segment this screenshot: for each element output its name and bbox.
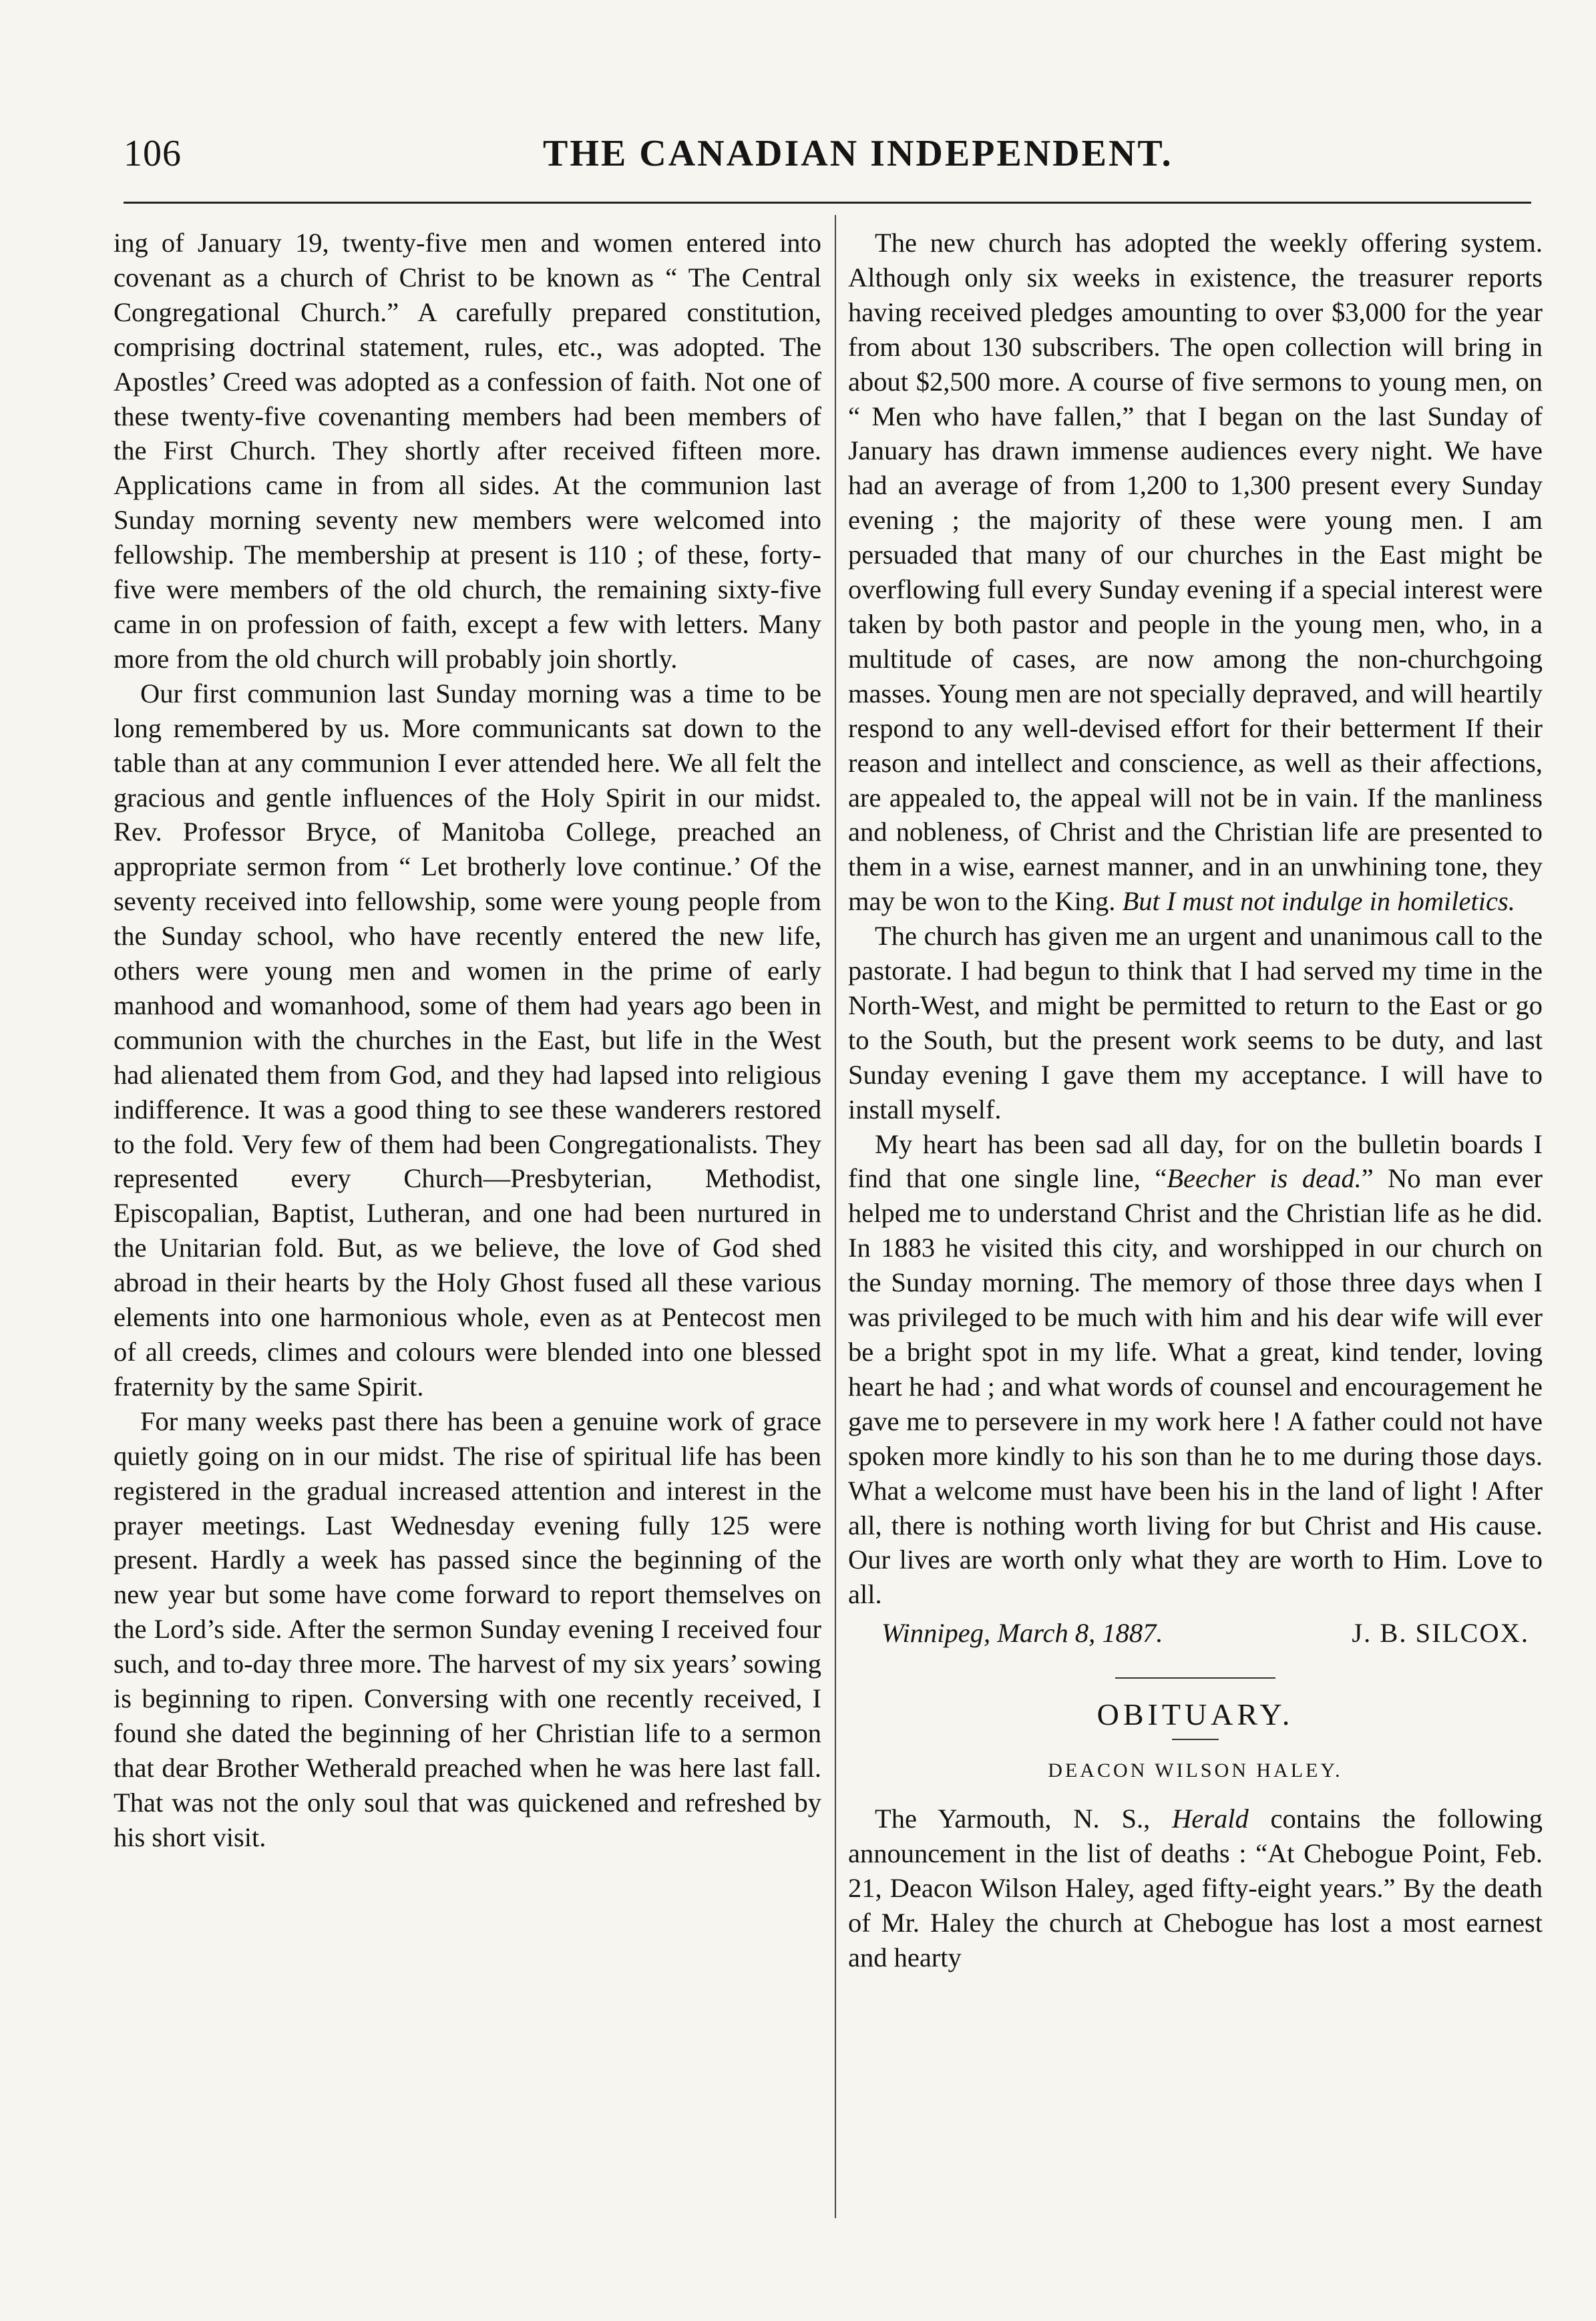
beecher-quote: Beecher is dead.	[1167, 1163, 1362, 1194]
letter-signoff	[848, 1612, 1543, 1651]
page-number: 106	[124, 133, 182, 174]
beecher-text-a: My heart has been sad all day, for on the bulletin boards I find that one single line, “	[848, 1128, 1543, 1194]
obituary-heading: OBITUARY.	[1096, 1697, 1294, 1732]
beecher-text-b: ” No man ever helped me to understand Christ and the Christian life as he did. In 1883 he visited this city, and worshipped in our church on the Sunday morning. The memory of those three days when I was privileged to be much with him and his dear wife will ever be a bright spot in my life. What a great, kind tender, loving heart he had ; and what words of counsel and encouragement he gave me to persevere in my work here ! A father could not have spoken more kindly to his son than he to me during those days. What a welcome must have been his in the land of light ! After all, there is nothing worth living for but Christ and His cause. Our lives are worth only what they are worth to Him. Love to all.	[848, 1163, 1543, 1610]
signoff-author: J. B. SILCOX.	[1352, 1618, 1529, 1649]
herald-title: Herald	[1171, 1804, 1249, 1834]
obituary-rule	[1172, 1739, 1219, 1740]
obituary-subheading: DEACON WILSON HALEY.	[1048, 1759, 1343, 1782]
signoff-place-date: Winnipeg, March 8, 1887.	[881, 1618, 1163, 1649]
paragraph-covenant: ing of January 19, twenty-five men and women entered into covenant as a church of Christ to be known as “ The Central Congregational Church.” A carefully prepared constitution, comprising doctrinal statement, rules, etc., was adopted. The Apostles’ Creed was adopted as a confession of faith. Not one of these twenty-five covenanting members had been members of the First Church. They shortly after received fifteen more. Applications came in from all sides. At the communion last Sunday morning seventy new members were welcomed into fellowship. The membership at present is 110 ; of these, forty-five were members of the old church, the remaining sixty-five came in on profession of faith, except a few with letters. Many more from the old church will probably join shortly.	[114, 228, 821, 674]
right-column	[848, 226, 1543, 1975]
header-rule	[124, 202, 1531, 204]
left-column	[114, 226, 821, 1855]
page-header	[124, 132, 1526, 186]
paragraph-work-of-grace: For many weeks past there has been a genuine work of grace quietly going on in our midst. The rise of spiritual life has been registered in the gradual increased attention and interest in the prayer meetings. Last Wednesday evening fully 125 were present. Hardly a week has passed since the beginning of the new year but some have come forward to report themselves on the Lord’s side. After the sermon Sunday evening I received four such, and to-day three more. The harvest of my six years’ sowing is beginning to ripen. Conversing with one recently received, I found she dated the beginning of her Christian life to a sermon that dear Brother Wetherald preached when he was here last fall. That was not the only soul that was quickened and refreshed by his short visit.	[114, 1406, 821, 1852]
obituary-text-a: The Yarmouth, N. S.,	[875, 1804, 1172, 1834]
paragraph-beecher	[848, 1127, 1543, 1613]
paragraph-first-communion: Our first communion last Sunday morning was a time to be long remembered by us. More communicants sat down to the table than at any communion I ever attended here. We all felt the gracious and gentle influences of the Holy Spirit in our midst. Rev. Professor Bryce, of Manitoba College, preached an appropriate sermon from “ Let brotherly love continue.’ Of the seventy received into fellowship, some were young people from the Sunday school, who have recently entered the new life, others were young men and women in the prime of early manhood and womanhood, some of them had years ago been in communion with the churches in the East, but life in the West had alienated them from God, and they had lapsed into religious indifference. It was a good thing to see these wanderers restored to the fold. Very few of them had been Congregationalists. They represented every Church—Presbyterian, Methodist, Episcopalian, Baptist, Lutheran, and one had been nurtured in the Unitarian fold. But, as we believe, the love of God shed abroad in their hearts by the Holy Ghost fused all these various elements into one harmonious whole, even as at Pentecost men of all creeds, climes and colours were blended into one blessed fraternity by the same Spirit.	[114, 678, 821, 1402]
paragraph-weekly-offering	[848, 226, 1543, 919]
obituary-text-b: contains the following announcement in the list of deaths : “At Chebogue Point, Feb. 21, Deacon Wilson Haley, aged fifty-eight years.” By the death of Mr. Haley the church at Chebogue has lost a most earnest and hearty	[848, 1804, 1543, 1972]
homiletics-text: But I must not indulge in homiletics.	[1122, 886, 1515, 917]
weekly-offering-text: The new church has adopted the weekly offering system. Although only six weeks in existence, the treasurer reports having received pledges amounting to over $3,000 for the year from about 130 subscribers. The open collection will bring in about $2,500 more. A course of five sermons to young men, on “ Men who have fallen,” that I began on the last Sunday of January has drawn immense audiences every night. We have had an average of from 1,200 to 1,300 present every Sunday evening ; the majority of these were young men. I am persuaded that many of our churches in the East might be overflowing full every Sunday evening if a special interest were taken by both pastor and people in the young men, who, in a multitude of cases, are now among the non-churchgoing masses. Young men are not specially depraved, and will heartily respond to any well-devised effort for their betterment If their reason and intellect and conscience, as well as their affections, are appealed to, the appeal will not be in vain. If the manliness and nobleness, of Christ and the Christian life are presented to them in a wise, earnest manner, and in an unwhining tone, they may be won to the King.	[848, 228, 1543, 917]
section-divider	[1115, 1677, 1275, 1679]
paragraph-pastorate-call: The church has given me an urgent and unanimous call to the pastorate. I had begun to think that I had served my time in the North-West, and might be permitted to return to the East or go to the South, but the present work seems to be duty, and last Sunday evening I gave them my acceptance. I will have to install myself.	[848, 921, 1543, 1124]
paragraph-obituary	[848, 1802, 1543, 1975]
running-title: THE CANADIAN INDEPENDENT.	[543, 133, 1173, 174]
column-divider	[835, 215, 836, 2218]
